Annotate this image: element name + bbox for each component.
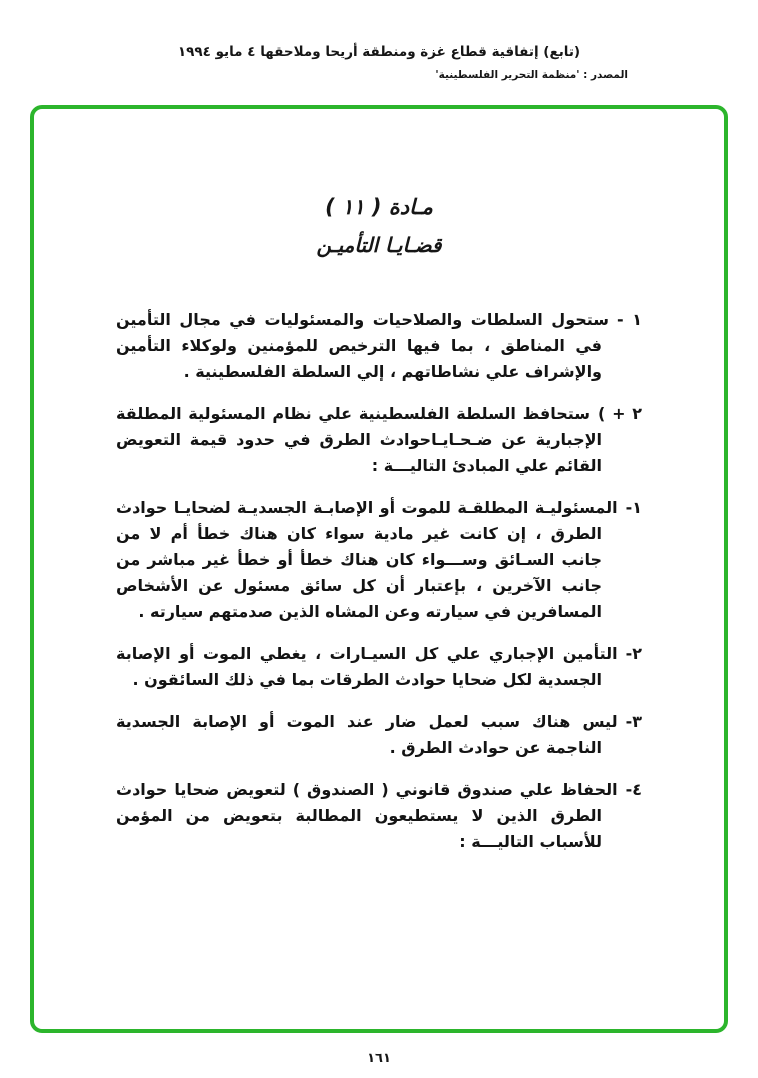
subparagraph-1-text: المسئوليـة المطلقـة للموت أو الإصابـة الجسديـة لضحايـا حوادث الطرق ، إن كانت غير مادية سواء كان هناك خطأ أم لا من جانب السـائق وســـواء كان هناك خطأ أو خطأ غير مباشر من جانب الآخرين ، بإعتبار أن كل سائق مسئول عن الأشخاص المسافرين في سيارته وعن المشاه الذين صدمتهم سيارته .	[116, 498, 618, 621]
subparagraph-2	[116, 641, 642, 693]
document-source: المصدر : 'منظمة التحرير الفلسطينية'	[435, 69, 628, 81]
document-title: (تابع) إتفاقية قطاع غزة ومنطقة أريحا وملاحقها ٤ مايو ١٩٩٤	[177, 44, 581, 60]
paragraph-1-marker: ١ -	[617, 310, 642, 329]
subparagraph-3	[116, 709, 642, 761]
page-header	[0, 0, 758, 81]
subparagraph-4	[116, 777, 642, 855]
subparagraph-3-marker: ٣-	[625, 712, 642, 731]
paragraph-2-text: ستحافظ السلطة الفلسطينية علي نظام المسئولية المطلقة الإجبارية عن ضـحـايـاحوادث الطرق في حدود قيمة التعويض القائم علي المبادئ التاليـــة :	[116, 404, 602, 475]
subparagraph-1	[116, 495, 642, 625]
paragraph-2-marker: ٢ + )	[598, 404, 643, 423]
page-number: ١٦١	[367, 1051, 391, 1066]
paragraph-2	[116, 401, 642, 479]
subparagraph-4-text: الحفاظ علي صندوق قانوني ( الصندوق ) لتعويض ضحايا حوادث الطرق الذين لا يستطيعون المطالبة بتعويض من المؤمن للأسباب التاليـــة :	[116, 780, 618, 851]
article-title: مـادة ( ١١ )	[325, 195, 433, 219]
article-subtitle: قضـايـا التأميـن	[316, 233, 442, 257]
article-body	[116, 307, 642, 855]
subparagraph-2-text: التأمين الإجباري علي كل السيـارات ، يغطي الموت أو الإصابة الجسدية لكل ضحايا حوادث الطرقات بما في ذلك السائقون .	[116, 644, 618, 689]
subparagraph-3-text: ليس هناك سبب لعمل ضار عند الموت أو الإصابة الجسدية الناجمة عن حوادث الطرق .	[116, 712, 618, 757]
paragraph-1-text: ستحول السلطات والصلاحيات والمسئوليات في مجال التأمين في المناطق ، بما فيها الترخيص للمؤمنين ولوكلاء التأمين والإشراف علي نشاطاتهم ، إلي السلطة الفلسطينية .	[116, 310, 610, 381]
paragraph-1	[116, 307, 642, 385]
content-border-box	[30, 105, 728, 1033]
subparagraph-4-marker: ٤-	[625, 780, 642, 799]
subparagraph-1-marker: ١-	[625, 498, 642, 517]
subparagraph-2-marker: ٢-	[625, 644, 642, 663]
